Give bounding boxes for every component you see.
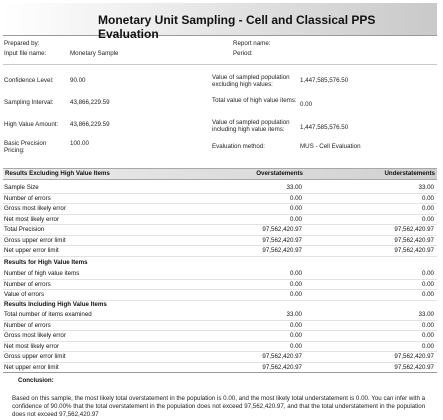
period-label: Period: [233, 50, 253, 57]
row-separator [3, 203, 437, 204]
basic-precision-pricing-value: 100.00 [70, 140, 89, 147]
row-label: Value of errors [4, 291, 45, 298]
row-overstatement: 0.00 [289, 194, 302, 202]
confidence-level-label: Confidence Level: [4, 77, 54, 84]
row-label: Number of errors [4, 194, 51, 202]
row-overstatement: 97,562,420.97 [262, 363, 302, 371]
row-label: Net upper error limit [4, 363, 59, 371]
input-file-value: Monetary Sample [70, 50, 119, 57]
row-label: Gross upper error limit [4, 236, 66, 244]
row-label: Net most likely error [4, 215, 60, 223]
row-overstatement: 33.00 [286, 184, 302, 191]
row-separator [3, 256, 437, 257]
sampling-interval-value: 43,866,229.59 [70, 99, 110, 106]
row-overstatement: 0.00 [289, 332, 302, 339]
row-label: Gross most likely error [4, 332, 66, 339]
row-label: Number of errors [4, 321, 51, 329]
sampled-population-incl-label: Value of sampled population including high value items: [212, 119, 290, 133]
row-label: Number of high value items [4, 270, 80, 277]
results-table-header [3, 168, 437, 180]
sampled-population-incl-value: 1,447,585,576.50 [300, 124, 349, 131]
row-understatement: 0.00 [421, 291, 434, 298]
high-value-items-total-label: Total value of high value items: [212, 97, 297, 104]
row-label: Sample Size [4, 184, 39, 191]
row-overstatement: 0.00 [289, 215, 302, 223]
row-overstatement: 97,562,420.97 [262, 247, 302, 254]
row-understatement: 0.00 [421, 194, 434, 202]
row-understatement: 0.00 [421, 280, 434, 288]
basic-precision-pricing-label: Basic Precision Pricing: [4, 140, 47, 154]
row-separator [3, 320, 437, 321]
row-overstatement: 0.00 [289, 205, 302, 212]
results-incl-header: Results Including High Value Items [4, 301, 107, 308]
row-label: Net most likely error [4, 342, 60, 350]
row-label: Gross most likely error [4, 205, 66, 212]
high-value-items-total-value: 0.00 [300, 101, 313, 108]
title-bar [3, 3, 437, 41]
evaluation-method-label: Evaluation method: [212, 143, 265, 150]
row-overstatement: 97,562,420.97 [262, 353, 302, 360]
row-separator [3, 362, 437, 363]
prepared-by-label: Prepared by: [4, 40, 40, 47]
row-overstatement: 33.00 [286, 311, 302, 318]
confidence-level-value: 90.00 [70, 77, 86, 84]
evaluation-method-value: MUS - Cell Evaluation [300, 143, 361, 150]
sampling-interval-label: Sampling Interval: [4, 99, 54, 106]
conclusion-text: Based on this sample, the most likely total overstatement in the population is 0.00, and the most likely total understatement is 0.00. You can infer with a confidence of 90.00% that the total overstatement in the population does not exceed 97,562,420.97, and that the total understatement in the population does not exceed 97,562,420.97 [12, 395, 426, 418]
row-separator [3, 330, 437, 331]
row-label: Total Precision [4, 226, 45, 233]
overstatements-header: Overstatements [256, 170, 303, 177]
understatements-header: Understatements [384, 170, 435, 177]
row-label: Total number of items examined [4, 311, 92, 318]
row-separator [3, 214, 437, 215]
sampled-population-excl-label: Value of sampled population excluding high values: [212, 74, 290, 88]
row-understatement: 0.00 [421, 205, 434, 212]
row-separator [3, 289, 437, 290]
high-value-amount-label: High Value Amount: [4, 121, 59, 128]
row-separator [3, 245, 437, 246]
sampled-population-excl-value: 1,447,585,576.50 [300, 77, 349, 84]
row-understatement: 33.00 [418, 184, 434, 191]
row-understatement: 33.00 [418, 311, 434, 318]
row-separator [3, 351, 437, 352]
row-separator [3, 279, 437, 280]
results-excl-header: Results Excluding High Value Items [5, 170, 110, 177]
high-value-amount-value: 43,866,229.59 [70, 121, 110, 128]
row-understatement: 97,562,420.97 [394, 226, 434, 233]
row-understatement: 0.00 [421, 215, 434, 223]
row-separator [3, 224, 437, 225]
input-file-label: Input file name: [4, 50, 47, 57]
page-title: Monetary Unit Sampling - Cell and Classical PPS Evaluation [98, 13, 376, 41]
row-separator [3, 235, 437, 236]
row-understatement: 0.00 [421, 332, 434, 339]
row-label: Gross upper error limit [4, 353, 66, 360]
row-understatement: 97,562,420.97 [394, 363, 434, 371]
row-understatement: 0.00 [421, 342, 434, 350]
header-divider [3, 64, 437, 65]
row-label: Net upper error limit [4, 247, 59, 254]
row-understatement: 97,562,420.97 [394, 353, 434, 360]
row-understatement: 0.00 [421, 321, 434, 329]
row-understatement: 97,562,420.97 [394, 236, 434, 244]
conclusion-label: Conclusion: [18, 377, 54, 384]
row-overstatement: 0.00 [289, 321, 302, 329]
row-overstatement: 97,562,420.97 [262, 226, 302, 233]
results-high-header: Results for High Value Items [4, 259, 88, 266]
row-overstatement: 0.00 [289, 291, 302, 298]
row-overstatement: 0.00 [289, 270, 302, 277]
row-understatement: 0.00 [421, 270, 434, 277]
conclusion-divider [3, 372, 437, 373]
row-overstatement: 0.00 [289, 280, 302, 288]
row-label: Number of errors [4, 280, 51, 288]
row-understatement: 97,562,420.97 [394, 247, 434, 254]
report-name-label: Report name: [233, 40, 271, 47]
row-overstatement: 97,562,420.97 [262, 236, 302, 244]
row-separator [3, 341, 437, 342]
row-separator [3, 193, 437, 194]
row-overstatement: 0.00 [289, 342, 302, 350]
